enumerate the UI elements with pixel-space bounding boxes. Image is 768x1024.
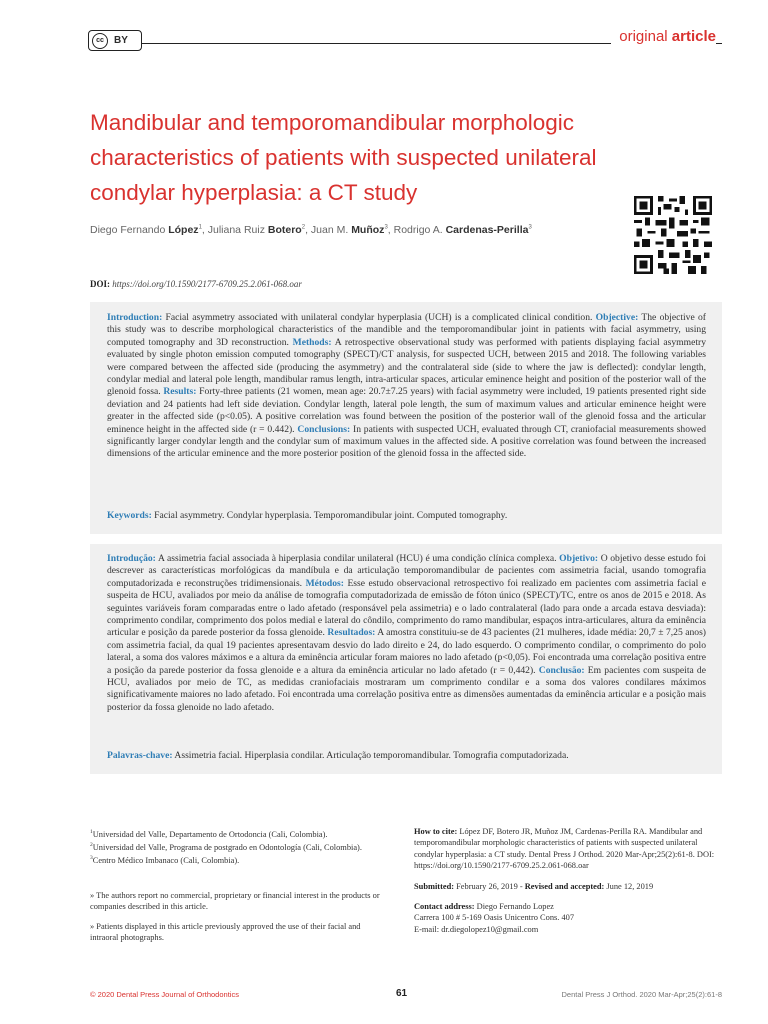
author-given: Diego Fernando: [90, 224, 169, 236]
journal-reference: Dental Press J Orthod. 2020 Mar-Apr;25(2):61-8: [561, 990, 722, 999]
author-given: Juliana Ruiz: [207, 224, 268, 236]
affiliation-item: $^3$Centro Médico Imbanaco (Cali, Colombia).: [90, 855, 240, 866]
article-type-label: original article: [611, 28, 716, 45]
doi-line: DOI: https://doi.org/10.1590/2177-6709.25.2.061-068.oar: [90, 279, 302, 289]
author-given: Rodrigo A.: [393, 224, 446, 236]
citation-info: [414, 826, 720, 944]
affiliations: [90, 827, 390, 867]
author-surname: Muñoz: [351, 224, 385, 236]
page-number: 61: [396, 988, 408, 999]
disclosure-notes: [90, 890, 390, 952]
license-label: BY: [114, 35, 128, 46]
paper-title: Mandibular and temporomandibular morphologic characteristics of patients with suspected unilateral condylar hyperplasia: a CT study: [90, 110, 597, 205]
abstract-body: Introduction: Facial asymmetry associated with unilateral condylar hyperplasia (UCH) is a complicated clinical condition. Objective: The objective of this study was to describe morphological characteristics of the mandible and the temporomandibular joint in patients with facial asymmetry, using computed tomography and 3D reconstruction. Methods: A retrospective observational study was performed with patients displaying facial asymmetry evaluated by single photon emission computed tomography (SPECT)/CT analysis, for suspected UCH, between 2015 and 2018. The following variables were compared between the affected side (producing the asymmetry) and the contralateral side (side to where the jaw is deflected): condylar length, condylar medial and lateral pole length, mandibular ramus length, intra-articular spaces, articular eminence height and position of the posterior wall of the glenoid fossa. Results: Forty-three patients (21 women, mean age: 20.7±7.25 years) with facial asymmetry were included, 19 patients presented right side deviation and 24 patients had left side deviation. Condylar length, lateral pole length, the sum of maximum values and articular eminence height were greater in the affected side (p<0.05). A positive correlation was found between the position of the posterior wall of the glenoid fossa and the articular eminence height in the affected side (r = 0.442). Conclusions: In patients with suspected UCH, evaluated through CT, craniofacial measurements showed significantly larger condylar length and the condylar sum of maximum values in the affected side. A positive correlation was found between the increased dimensions of the articular eminence and the more posterior position of the glenoid fossa in the affected side.: [107, 312, 707, 460]
contact-email[interactable]: E-mail: dr.diegolopez10@gmail.com: [414, 924, 539, 934]
dates-line: Submitted: February 26, 2019 - Revised and accepted: June 12, 2019: [414, 881, 654, 891]
abstract-body: Introdução: A assimetria facial associada à hiperplasia condilar unilateral (HCU) é uma condição clínica complexa. Objetivo: O objetivo desse estudo foi descrever as características morfológicas da mandíbula e da articulação temporomandibular de pacientes com assimetria facial, usando tomografia computadorizada e reconstruções tridimensionais. Métodos: Esse estudo observacional retrospectivo foi realizado em pacientes com assimetria facial e suspeita de HCU, avaliados por meio da análise de tomografia computadorizada de emissão de fóton único (SPECT)/TC, entre os anos de 2015 e 2018. As seguintes variáveis foram comparadas entre o lado afetado (responsável pela assimetria) e o lado contralateral (lado para onde a arcada estava desviada): comprimento condilar, comprimento dos polos medial e lateral do côndilo, comprimento do ramo mandibular, espaços intra-articulares, altura da eminência articular e posição da parede posterior da fossa glenoide. Resultados: A amostra constituiu-se de 43 pacientes (21 mulheres, idade média: 20,7 ± 7,25 anos) com assimetria facial, da qual 19 pacientes apresentavam desvio do lado direito e 24, do lado esquerdo. O comprimento condilar, o comprimento do polo lateral, a soma dos valores máximos e a altura da eminência articular foram maiores no lado afetado (p<0,05). Foi encontrada uma correlação positiva entre a posição da parede posterior da fossa glenoide e a altura da eminência articular no lado afetado (r = 0,442). Conclusão: Em pacientes com suspeita de HCU, avaliados por meio de TC, as medidas craniofaciais mostraram um comprimento condilar e a soma dos valores condilares máximos significativamente maiores no lado afetado. Foi encontrada uma correlação positiva entre as dimensões aumentadas da eminência articular e a posição mais posterior da fossa glenoide no lado afetado.: [107, 553, 706, 713]
keywords: Palavras-chave: Assimetria facial. Hiperplasia condilar. Articulação temporomandibular. Tomografia computadorizada.: [107, 750, 569, 761]
author-given: Juan M.: [310, 224, 352, 236]
keywords: Keywords: Facial asymmetry. Condylar hyperplasia. Temporomandibular joint. Computed tomography.: [107, 510, 508, 521]
how-to-cite: How to cite: López DF, Botero JR, Muñoz JM, Cardenas-Perilla RA. Mandibular and temporomandibular morphologic characteristics of patients with suspected unilateral condylar hyperplasia: a CT study. Dental Press J Orthod. 2020 Mar-Apr;25(2):61-8. DOI: https://doi.org/10.1590/2177-6709.25.2.061-068.oar: [414, 827, 715, 871]
copyright-line: © 2020 Dental Press Journal of Orthodontics: [90, 990, 239, 999]
qr-code-icon[interactable]: [634, 196, 712, 274]
author-surname: Botero: [267, 224, 302, 236]
author-surname: López: [168, 224, 199, 236]
affiliation-item: $^2$Universidad del Valle, Programa de postgrado en Odontología (Cali, Colombia).: [90, 842, 362, 852]
abstract-portuguese: [90, 544, 722, 774]
cc-icon: cc: [92, 33, 108, 49]
abstract-english: [90, 302, 722, 534]
author-list: Diego Fernando López$^1$, Juliana Ruiz Botero$^2$, Juan M. Muñoz$^3$, Rodrigo A. Cardenas-Perilla$^3$: [90, 224, 532, 236]
affiliation-item: $^1$Universidad del Valle, Departamento de Ortodoncia (Cali, Colombia).: [90, 829, 328, 839]
doi-link[interactable]: https://doi.org/10.1590/2177-6709.25.2.061-068.oar: [112, 279, 302, 289]
note-item: » The authors report no commercial, proprietary or financial interest in the products or companies described in this article.: [90, 891, 380, 912]
cc-license-badge[interactable]: [88, 30, 142, 51]
contact-address: Contact address: Diego Fernando Lopez Carrera 100 # 5-169 Oasis Unicentro Cons. 407 E-mail: dr.diegolopez10@gmail.com: [414, 902, 575, 934]
note-item: » Patients displayed in this article previously approved the use of their facial and intraoral photographs.: [90, 921, 361, 943]
author-surname: Cardenas-Perilla: [445, 224, 529, 236]
